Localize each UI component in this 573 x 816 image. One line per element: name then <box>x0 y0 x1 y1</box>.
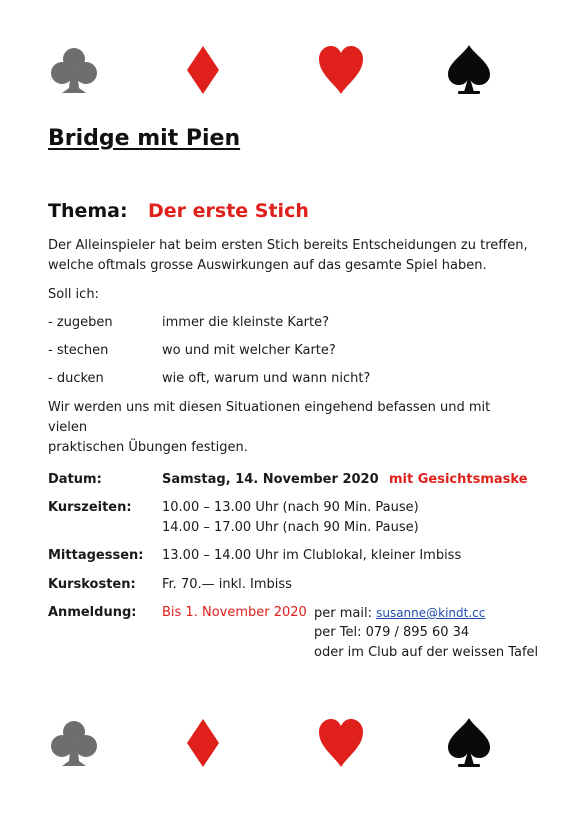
suits-row-bottom <box>0 715 573 771</box>
datum-value: Samstag, 14. November 2020 <box>162 472 379 487</box>
option-key: - zugeben <box>48 315 113 330</box>
heart-icon <box>313 715 369 771</box>
intro-line-2: welche oftmals grosse Auswirkungen auf das gesamte Spiel haben. <box>48 258 487 273</box>
intro-paragraph <box>48 236 528 276</box>
spade-icon <box>441 42 497 98</box>
kurszeiten-line-2: 14.00 – 17.00 Uhr (nach 90 Min. Pause) <box>162 520 419 535</box>
page-title: Bridge mit Pien <box>48 126 241 151</box>
option-key: - ducken <box>48 371 104 386</box>
anmeldung-deadline: Bis 1. November 2020 <box>162 605 307 620</box>
anmeldung-label: Anmeldung: <box>48 605 137 620</box>
kurskosten-label: Kurskosten: <box>48 577 136 592</box>
kurszeiten-line-1: 10.00 – 13.00 Uhr (nach 90 Min. Pause) <box>162 500 419 515</box>
email-link[interactable]: susanne@kindt.cc <box>376 606 486 620</box>
mittagessen-value: 13.00 – 14.00 Uhr im Clublokal, kleiner Imbiss <box>162 548 462 563</box>
anmeldung-mail-line <box>314 603 485 624</box>
outro-paragraph <box>48 398 528 458</box>
outro-line-1: Wir werden uns mit diesen Situationen eingehend befassen und mit vielen <box>48 400 491 435</box>
datum-label: Datum: <box>48 472 102 487</box>
kurszeiten-label: Kurszeiten: <box>48 500 132 515</box>
club-icon <box>46 42 102 98</box>
anmeldung-club-line: oder im Club auf der weissen Tafel <box>314 645 539 660</box>
club-icon <box>46 715 102 771</box>
heart-icon <box>313 42 369 98</box>
option-text: wo und mit welcher Karte? <box>162 343 336 358</box>
mittagessen-label: Mittagessen: <box>48 548 144 563</box>
mask-note: mit Gesichtsmaske <box>389 472 528 487</box>
intro-line-1: Der Alleinspieler hat beim ersten Stich bereits Entscheidungen zu treffen, <box>48 238 528 253</box>
anmeldung-tel-line: per Tel: 079 / 895 60 34 <box>314 625 470 640</box>
diamond-icon <box>175 715 231 771</box>
thema-value: Der erste Stich <box>148 200 309 222</box>
option-text: immer die kleinste Karte? <box>162 315 330 330</box>
outro-line-2: praktischen Übungen festigen. <box>48 440 248 455</box>
suits-row-top <box>0 42 573 98</box>
thema-label: Thema: <box>48 200 128 222</box>
mail-prefix: per mail: <box>314 606 377 621</box>
kurskosten-value: Fr. 70.— inkl. Imbiss <box>162 577 292 592</box>
option-key: - stechen <box>48 343 109 358</box>
question-text: Soll ich: <box>48 287 99 302</box>
diamond-icon <box>175 42 231 98</box>
spade-icon <box>441 715 497 771</box>
option-text: wie oft, warum und wann nicht? <box>162 371 371 386</box>
